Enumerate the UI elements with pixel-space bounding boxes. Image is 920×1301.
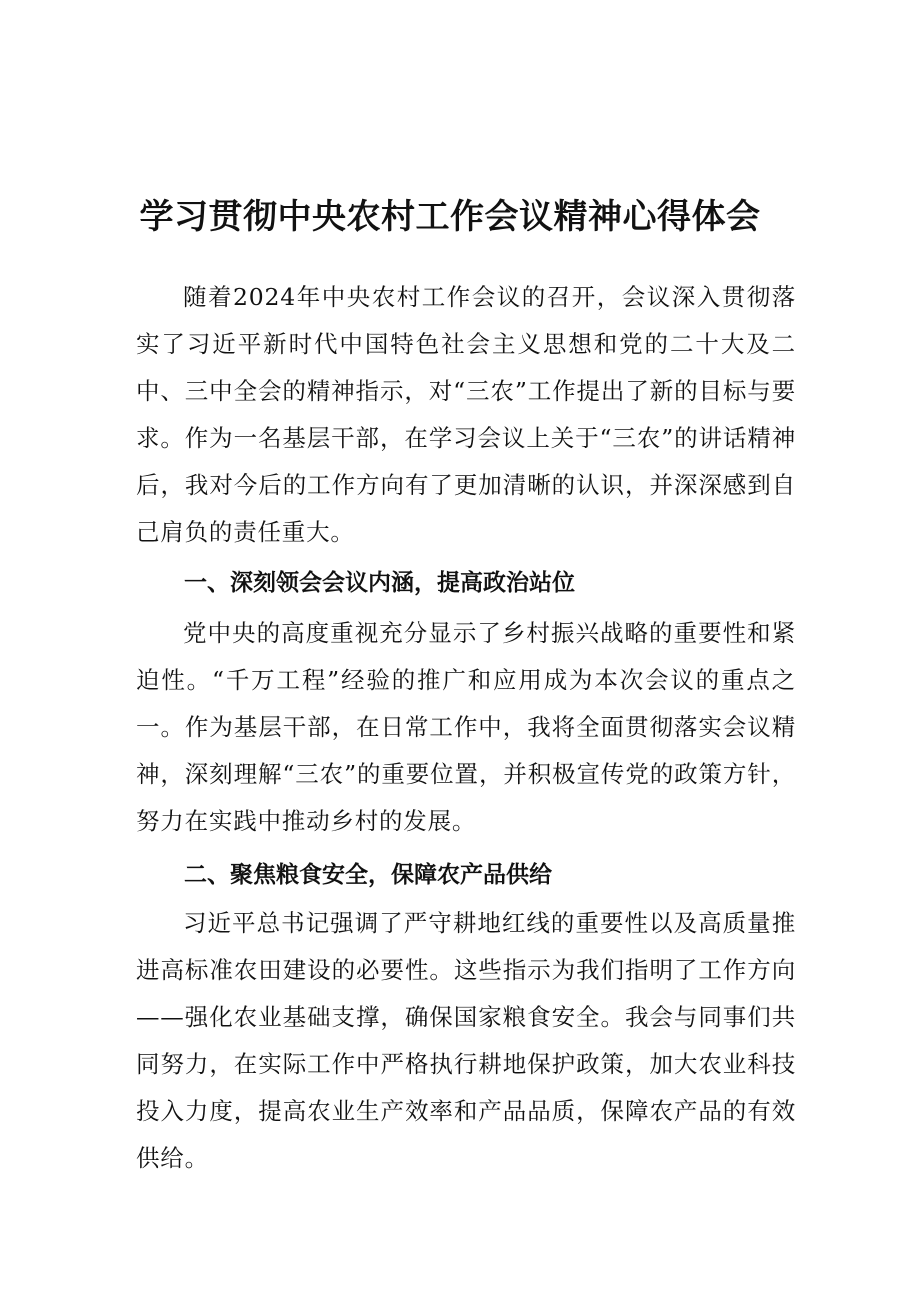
document-title: 学习贯彻中央农村工作会议精神心得体会 bbox=[139, 196, 761, 237]
section-heading-2: 二、聚焦粮食安全，保障农产品供给 bbox=[184, 862, 552, 888]
section-body-2: 习近平总书记强调了严守耕地红线的重要性以及高质量推进高标准农田建设的必要性。这些指示为我们指明了工作方向——强化农业基础支撑，确保国家粮食安全。我会与同事们共同努力，在实际工作中严格执行耕地保护政策，加大农业科技投入力度，提高农业生产效率和产品品质，保障农产品的有效供给。 bbox=[136, 909, 796, 1172]
section-body-1: 党中央的高度重视充分显示了乡村振兴战略的重要性和紧迫性。“千万工程”经验的推广和应用成为本次会议的重点之一。作为基层干部，在日常工作中，我将全面贯彻落实会议精神，深刻理解“三农”的重要位置，并积极宣传党的政策方针，努力在实践中推动乡村的发展。 bbox=[136, 619, 796, 835]
section-heading-1: 一、深刻领会会议内涵，提高政治站位 bbox=[184, 570, 575, 596]
intro-paragraph: 随着2024年中央农村工作会议的召开，会议深入贯彻落实了习近平新时代中国特色社会主义思想和党的二十大及二中、三中全会的精神指示，对“三农”工作提出了新的目标与要求。作为一名基层干部，在学习会议上关于“三农”的讲话精神后，我对今后的工作方向有了更加清晰的认识，并深深感到自己肩负的责任重大。 bbox=[136, 283, 796, 546]
